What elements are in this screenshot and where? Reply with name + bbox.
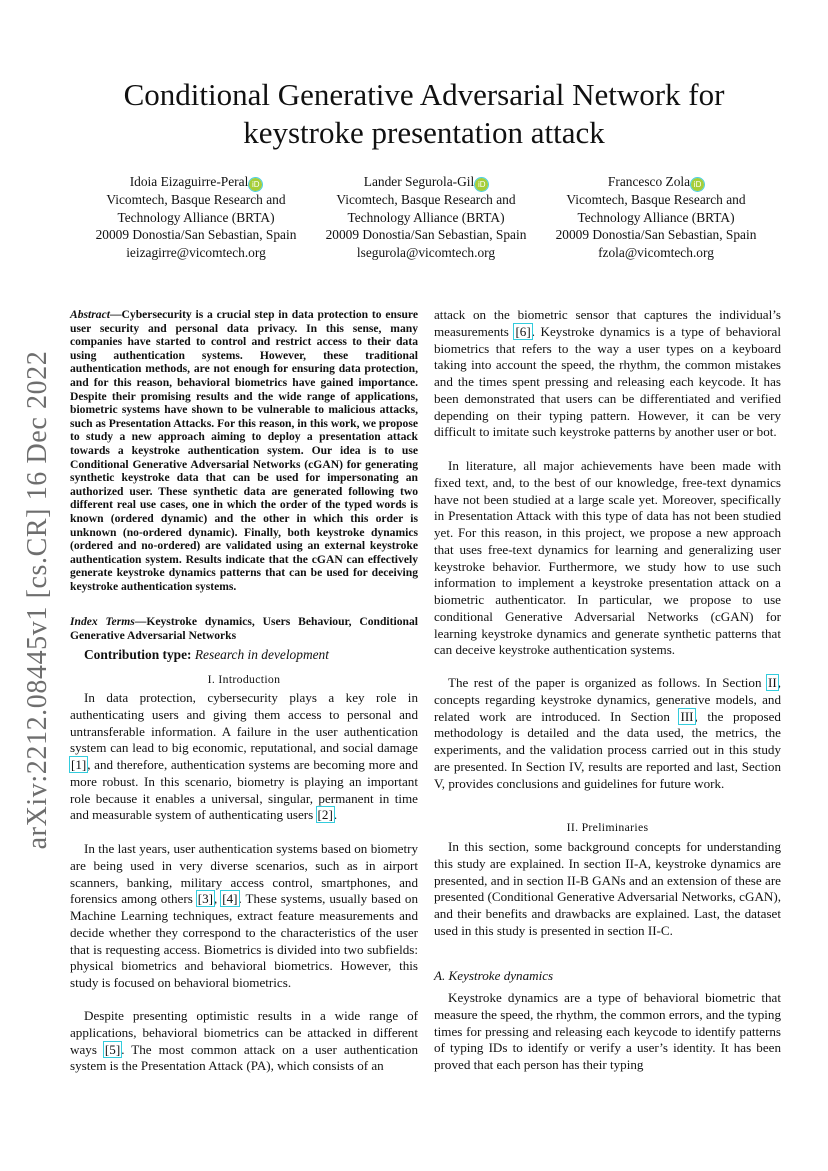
orcid-icon[interactable]: iD [691, 178, 704, 191]
paragraph-intro-4 [434, 458, 781, 659]
paragraph-text: In data protection, cybersecurity plays a key role in authenticating users and giving them access to personal and untransferable information. A failure in the user authentication system can lead to big economic, reputational, and social damage [70, 690, 418, 756]
paragraph-text: . Keystroke dynamics is a type of behavioral biometrics that refers to the way a user types on a keyboard taking into account the speed, the rhythm, the common mistakes and the times spent pressing and releasing each keycode. It has been demonstrated that users can be differentiated and verified depending on their typing pattern. However, it can be very difficult to imitate such keystroke patterns by another user or bot. [434, 323, 781, 440]
author-email: lsegurola@vicomtech.org [356, 244, 496, 260]
author-affiliation: 20009 Donostia/San Sebastian, Spain [325, 227, 527, 242]
citation-link[interactable]: [4] [222, 891, 238, 907]
author-block-2 [312, 173, 540, 261]
subsection-heading-keystroke: A. Keystroke dynamics [434, 968, 554, 983]
paper-title: Conditional Generative Adversarial Network for keystroke presentation attack [123, 77, 725, 150]
abstract-text: —Cybersecurity is a crucial step in data protection to ensure user security and personal data privacy. In this sense, many companies have started to control and restrict access to their data using authentication systems. However, these traditional authentication methods, are not enough for ensuring data protection, and for this reason, behavioral biometrics have gained importance. Despite their promising results and the wide range of applications, biometric systems have shown to be vulnerable to malicious attacks, such as Presentation Attacks. For this reason, in this work, we propose to study a new approach aiming to deploy a presentation attack towards a keystroke authentication system. Our idea is to use Conditional Generative Adversarial Networks (cGAN) for generating synthetic keystroke data that can be used for impersonating an authorized user. These synthetic data are generated following two different real use cases, one in which the order of the typed words is known (ordered dynamic) and the other in which this order is unknown (no-ordered dynamic). Finally, both keystroke dynamics (ordered and no-ordered) are validated using an external keystroke authentication system. Results indicate that the cGAN can effectively generate keystroke dynamics patterns that can be used for deceiving keystroke authentication systems. [70, 308, 418, 593]
paragraph-preliminaries: In this section, some background concepts for understanding this study are explained. In section II-A, keystroke dynamics are presented, and in section II-B GANs and an extension of these are presented (Conditional Generative Adversarial Networks, cGAN), and their benefits and drawbacks are explained. Last, the dataset used in this study is presented in section II-C. [434, 839, 781, 938]
citation-link[interactable]: [6] [515, 323, 531, 339]
citation-link[interactable]: [5] [104, 1041, 121, 1057]
author-affiliation: Vicomtech, Basque Research and [336, 192, 516, 207]
section-link[interactable]: III [680, 708, 694, 724]
section-heading-preliminaries: II. Preliminaries [566, 820, 649, 834]
contribution-value: Research in development [194, 647, 329, 662]
paragraph-text: attack on the biometric sensor that captures the individual’s measurements [434, 307, 781, 339]
abstract [70, 308, 418, 593]
author-name: Lander Segurola-Gil [363, 174, 475, 189]
paragraph-text: In literature, all major achievements have been made with fixed text, and, to the best of our knowledge, free-text dynamics have not been studied at a large scale yet. Moreover, specifically in Presentation Attack with this type of data has not been studied yet. For this reason, in this project, we propose a new approach that uses free-text dynamics for learning and generalizing user keystroke behavior. Furthermore, we study how to use such information to implement a keystroke presentation attack on a biometric authenticator. In particular, we propose to use conditional Generative Adversarial Networks (cGAN) for learning keystroke dynamics and generate synthetic patterns that can deceive keystroke authentication systems. [434, 458, 781, 658]
index-terms-text: —Keystroke dynamics, Users Behaviour, Conditional Generative Adversarial Networks [70, 615, 418, 642]
paragraph-text: . [333, 807, 338, 823]
paragraph-text: The rest of the paper is organized as follows. In Section [448, 675, 767, 690]
paragraph-keystroke-dynamics: Keystroke dynamics are a type of behavioral biometric that measure the speed, the rhythm, the common errors, and the typing times for pressing and releasing each keycode to identify patterns of typing IDs to identify or verify a user’s identity. It has been proved that each person has their typing [434, 990, 781, 1072]
author-affiliation: Technology Alliance (BRTA) [577, 209, 735, 225]
author-name: Idoia Eizaguirre-Peral [129, 174, 249, 189]
paragraph-text: , concepts regarding keystroke dynamics, generative models, and related work are introduced. In Section [434, 675, 781, 724]
section-link[interactable]: II [767, 675, 777, 690]
paragraph-text: , [214, 891, 222, 907]
arxiv-stamp-text: arXiv:2212.08445v1 [cs.CR] 16 Dec 2022 [22, 350, 53, 850]
author-name: Francesco Zola [607, 174, 691, 189]
orcid-icon[interactable]: iD [475, 178, 488, 191]
author-block-1 [82, 173, 310, 261]
paragraph-text: . The most common attack on a user authentication system is the Presentation Attack (PA), which consists of an [70, 1041, 419, 1074]
index-terms-lead: Index Terms [70, 615, 135, 628]
author-affiliation: 20009 Donostia/San Sebastian, Spain [555, 227, 757, 242]
orcid-icon[interactable]: iD [249, 178, 262, 191]
citation-link[interactable]: [2] [317, 807, 333, 823]
paragraph-intro-5 [434, 675, 781, 792]
arxiv-stamp [18, 350, 58, 850]
author-block-3 [542, 173, 770, 261]
author-affiliation: Vicomtech, Basque Research and [106, 192, 286, 207]
author-affiliation: Technology Alliance (BRTA) [117, 209, 275, 225]
section-heading-introduction: I. Introduction [207, 672, 281, 686]
paragraph-text: Despite presenting optimistic results in a wide range of applications, behavioral biometrics can be attacked in different ways [70, 1008, 418, 1057]
author-affiliation: Technology Alliance (BRTA) [347, 209, 505, 225]
author-affiliation: Vicomtech, Basque Research and [566, 192, 746, 207]
paragraph-text: , the proposed methodology is detailed and the data used, the metrics, the experiments, and the validation process carried out in this study are presented. In Section IV, results are reported and last, Section V, provides conclusions and guidelines for future work. [434, 708, 781, 791]
paragraph-intro-continued [434, 307, 781, 441]
paragraph-text: In the last years, user authentication systems based on biometry are being used in very diverse scenarios, such as in airport scanners, banking, military access control, smartphones, and forensics among others [70, 841, 418, 907]
author-email: fzola@vicomtech.org [598, 244, 714, 260]
author-affiliation: 20009 Donostia/San Sebastian, Spain [95, 227, 297, 242]
contribution-label: Contribution type: [84, 647, 192, 662]
paragraph-intro-1 [70, 690, 418, 824]
paragraph-text: , and therefore, authentication systems are becoming more and more robust. In this scenario, biometry is playing an important role because it enables a universal, singular, permanent in time and measurable system of authenticating users [70, 757, 418, 823]
paragraph-intro-2 [70, 841, 418, 992]
index-terms [70, 615, 418, 642]
citation-link[interactable]: [3] [197, 891, 214, 907]
contribution-type [84, 647, 329, 663]
abstract-lead: Abstract [70, 308, 110, 321]
author-email: ieizagirre@vicomtech.org [126, 244, 266, 260]
paragraph-intro-3 [70, 1008, 418, 1075]
citation-link[interactable]: [1] [71, 757, 87, 772]
paragraph-text: . These systems, usually based on Machine Learning techniques, extract feature measurements and decide whether they correspond to the characteristics of the user that is requesting access. Biometrics is divided into two subfields: physical biometrics and behavioral biometrics. However, this study is focused on behavioral biometrics. [70, 891, 418, 990]
